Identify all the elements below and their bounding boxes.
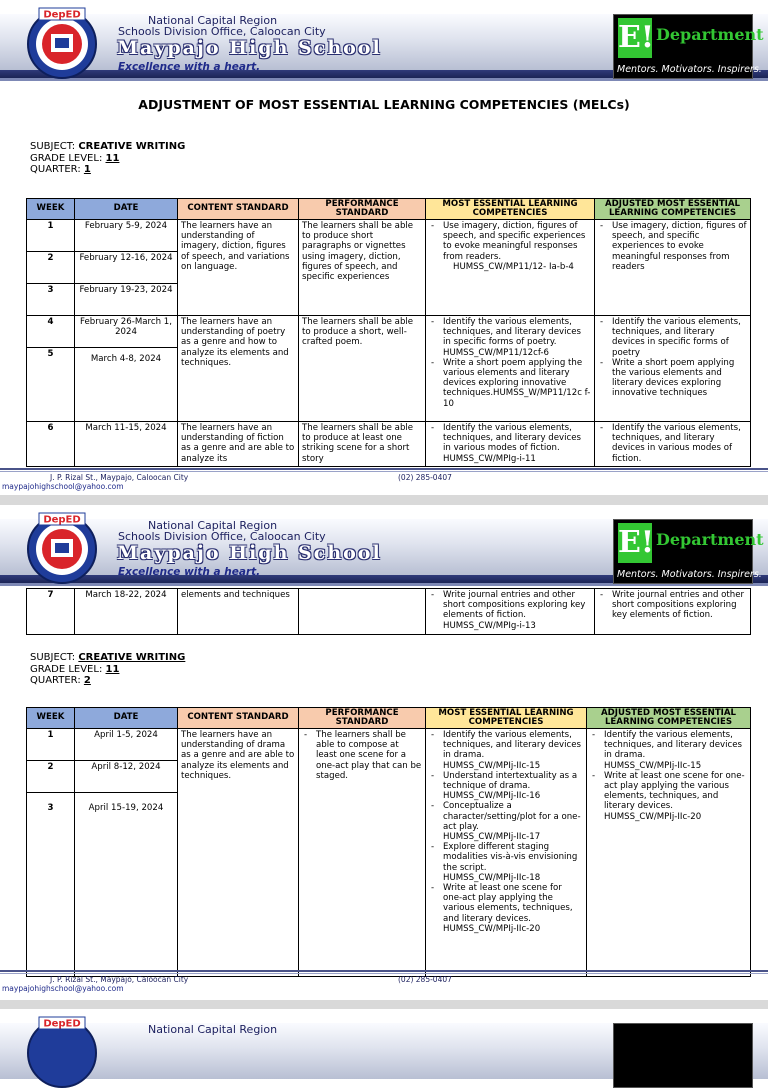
performance-standard-cell: The learners shall be able to produce short paragraphs or vignettes using imagery, diction, figures of speech, and specific experiences — [299, 220, 426, 316]
table-row: 1 February 5-9, 2024 The learners have an understanding of imagery, diction, figures of speech, and variations on language. The learners shall be able to produce short paragraphs or vignettes using imagery, diction, figures of speech, and specific experiences - Use imagery, diction, figures of speech, and specific experiences to evoke meaningful responses from readers. HUMSS_CW/MP11/12- Ia-b-4 - Use imagery, diction, figures of speech, and specific experiences to evoke meaningful responses from readers — [27, 220, 751, 252]
e-department-logo — [613, 519, 764, 584]
col-content-standard: CONTENT STANDARD — [178, 199, 299, 220]
col-adjusted-melc: ADJUSTED MOST ESSENTIAL LEARNING COMPETENCIES — [587, 708, 751, 729]
department-wordmark: Department — [656, 530, 764, 549]
e-department-logo — [613, 1023, 753, 1088]
adjusted-melc-cell: - Write journal entries and other short compositions exploring key elements of fiction. — [595, 589, 751, 635]
table-row: 2 February 12-16, 2024 — [27, 252, 751, 284]
table-row: 3 February 19-23, 2024 — [27, 284, 751, 316]
region-text: National Capital Region — [148, 14, 278, 27]
performance-standard-cell — [299, 589, 426, 635]
region-text: National Capital Region — [148, 519, 278, 532]
col-week: WEEK — [27, 199, 75, 220]
quarter-value: 2 — [83, 675, 91, 686]
subject-value: CREATIVE WRITING — [78, 141, 186, 152]
melc-cell: - Identify the various elements, techniques, and literary devices in specific forms of poetry. HUMSS_CW/MP11/12cf-6 - Write a short poem applying the various elements and literary devices exploring innovative techniques.HUMSS_W/MP11/12c f-10 — [426, 316, 595, 422]
performance-standard-cell: - The learners shall be able to compose at least one scene for a one-act play that can be staged. — [299, 729, 426, 977]
table-row: 5 March 4-8, 2024 — [27, 348, 751, 422]
col-performance-standard: PERFORMANCE STANDARD — [299, 199, 426, 220]
page-footer — [0, 970, 768, 996]
table-row: 7 March 18-22, 2024 elements and techniques - Write journal entries and other short compositions exploring key elements of fiction. HUMSS_CW/MPIg-i-13 - Write journal entries and other short compositions exploring key elements of fiction. — [27, 589, 751, 635]
footer-address: J. P. Rizal St., Maypajo, Caloocan City — [50, 975, 189, 984]
department-motto: Mentors. Motivators. Inspirers. — [617, 64, 762, 75]
page-2 — [0, 505, 768, 1000]
e-department-logo — [613, 14, 764, 79]
adjusted-melc-cell: - Identify the various elements, techniques, and literary devices in various modes of fiction. — [595, 422, 751, 467]
division-text: Schools Division Office, Caloocan City — [118, 530, 326, 543]
table-header-row — [27, 708, 751, 729]
page-3-partial — [0, 1009, 768, 1036]
e-logo-mark: E! — [618, 523, 652, 563]
col-melc: MOST ESSENTIAL LEARNING COMPETENCIES — [426, 199, 595, 220]
col-content-standard: CONTENT STANDARD — [178, 708, 299, 729]
subject-info: SUBJECT: CREATIVE WRITING GRADE LEVEL: 11 QUARTER: 2 — [30, 652, 186, 686]
letterhead — [0, 0, 768, 82]
col-week: WEEK — [27, 708, 75, 729]
col-melc: MOST ESSENTIAL LEARNING COMPETENCIES — [426, 708, 587, 729]
subject-value: CREATIVE WRITING — [78, 652, 186, 663]
deped-seal-logo — [25, 511, 99, 585]
e-logo-mark: E! — [618, 18, 652, 58]
deped-seal-logo — [25, 6, 99, 80]
adjusted-melc-cell: - Use imagery, diction, figures of speech, and specific experiences to evoke meaningful responses from readers — [595, 220, 751, 316]
grade-value: 11 — [105, 663, 120, 675]
performance-standard-cell: The learners shall be able to produce a short, well-crafted poem. — [299, 316, 426, 422]
melc-cell: - Identify the various elements, techniques, and literary devices in drama. HUMSS_CW/MPIj-IIc-15 - Understand intertextuality as a technique of drama. HUMSS_CW/MPIj-IIc-16 - Conceptualize a character/setting/plot for a one-act play. HUMSS_CW/MPIj-IIc-17 - Explore different staging modalities vis-à-vis envisioning the script. HUMSS_CW/MPIj-IIc-18 - Write at least one scene for one-act play applying the various elements, techniques, and literary devices. HUMSS_CW/MPIj-IIc-20 — [426, 729, 587, 977]
table-row: 2 April 8-12, 2024 — [27, 761, 751, 793]
letterhead — [0, 1009, 768, 1091]
quarter-value: 1 — [83, 164, 91, 175]
document-title: ADJUSTMENT OF MOST ESSENTIAL LEARNING COMPETENCIES (MELCs) — [138, 97, 630, 112]
school-name: Maypajo High School — [117, 542, 382, 564]
table-row: 4 February 26-March 1, 2024 The learners have an understanding of poetry as a genre and how to analyze its elements and techniques. The learners shall be able to produce a short, well-crafted poem. - Identify the various elements, techniques, and literary devices in specific forms of poetry. HUMSS_CW/MP11/12cf-6 - Write a short poem applying the various elements and literary devices exploring innovative techniques.HUMSS_W/MP11/12c f-10 - Identify the various elements, techniques, and literary devices in specific forms of poetry - Write a short poem applying the various elements and literary devices exploring innovative techniques — [27, 316, 751, 348]
table-header-row — [27, 199, 751, 220]
melc-table-quarter-2 — [26, 707, 751, 977]
melc-table-quarter-1 — [26, 198, 751, 467]
school-tagline: Excellence with a heart. — [118, 61, 261, 73]
content-standard-cell: elements and techniques — [178, 589, 299, 635]
page-gap — [0, 495, 768, 505]
school-tagline: Excellence with a heart. — [118, 566, 261, 578]
content-standard-cell: The learners have an understanding of fiction as a genre and are able to analyze its — [178, 422, 299, 467]
table-row: 6 March 11-15, 2024 The learners have an understanding of fiction as a genre and are able to analyze its The learners shall be able to produce at least one striking scene for a short story - Identify the various elements, techniques, and literary devices in various modes of fiction. HUMSS_CW/MPIg-i-11 - Identify the various elements, techniques, and literary devices in various modes of fiction. — [27, 422, 751, 467]
col-date: DATE — [75, 708, 178, 729]
content-standard-cell: The learners have an understanding of poetry as a genre and how to analyze its elements and techniques. — [178, 316, 299, 422]
footer-email[interactable]: maypajohighschool@yahoo.com — [2, 482, 124, 491]
table-row: 3 April 15-19, 2024 — [27, 793, 751, 977]
school-name: Maypajo High School — [117, 37, 382, 59]
svg-text:DepED: DepED — [43, 9, 81, 21]
department-motto: Mentors. Motivators. Inspirers. — [617, 569, 762, 580]
page-1 — [0, 0, 768, 495]
table-row: 1 April 1-5, 2024 The learners have an understanding of drama as a genre and are able to analyze its elements and techniques. - The learners shall be able to compose at least one scene for a one-act play that can be staged. - Identify the various elements, techniques, and literary devices in drama. HUMSS_CW/MPIj-IIc-15 - Understand intertextuality as a technique of drama. HUMSS_CW/MPIj-IIc-16 - Conceptualize a character/setting/plot for a one-act play. HUMSS_CW/MPIj-IIc-17 - Explore different staging modalities vis-à-vis envisioning the script. HUMSS_CW/MPIj-IIc-18 - Write at least one scene for one-act play applying the various elements, techniques, and literary devices. HUMSS_CW/MPIj-IIc-20 - Identify the various elements, techniques, and literary devices in drama. HUMSS_CW/MPIj-IIc-15 - Write at least one scene for one-act play applying the various elements, techniques, and literary devices. HUMSS_CW/MPIj-IIc-20 — [27, 729, 751, 761]
page-gap — [0, 1000, 768, 1009]
footer-email[interactable]: maypajohighschool@yahoo.com — [2, 984, 124, 993]
melc-cell: - Write journal entries and other short compositions exploring key elements of fiction. HUMSS_CW/MPIg-i-13 — [426, 589, 595, 635]
letterhead — [0, 505, 768, 587]
melc-cell: - Use imagery, diction, figures of speech, and specific experiences to evoke meaningful responses from readers. HUMSS_CW/MP11/12- Ia-b-4 — [426, 220, 595, 316]
melc-cell: - Identify the various elements, techniques, and literary devices in various modes of fiction. HUMSS_CW/MPIg-i-11 — [426, 422, 595, 467]
performance-standard-cell: The learners shall be able to produce at least one striking scene for a short story — [299, 422, 426, 467]
footer-phone: (02) 285-0407 — [398, 473, 452, 482]
grade-value: 11 — [105, 152, 120, 164]
melc-table-continuation — [26, 588, 751, 635]
footer-phone: (02) 285-0407 — [398, 975, 452, 984]
adjusted-melc-cell: - Identify the various elements, techniques, and literary devices in specific forms of poetry - Write a short poem applying the various elements and literary devices exploring innovative techniques — [595, 316, 751, 422]
adjusted-melc-cell: - Identify the various elements, techniques, and literary devices in drama. HUMSS_CW/MPIj-IIc-15 - Write at least one scene for one-act play applying the various elements, techniques, and literary devices. HUMSS_CW/MPIj-IIc-20 — [587, 729, 751, 977]
col-performance-standard: PERFORMANCE STANDARD — [299, 708, 426, 729]
page-footer — [0, 468, 768, 494]
footer-address: J. P. Rizal St., Maypajo, Caloocan City — [50, 473, 189, 482]
subject-info: SUBJECT: CREATIVE WRITING GRADE LEVEL: 11 QUARTER: 1 — [30, 141, 186, 175]
deped-seal-logo — [25, 1015, 99, 1089]
svg-text:DepED: DepED — [43, 514, 81, 526]
content-standard-cell: The learners have an understanding of drama as a genre and are able to analyze its elements and techniques. — [178, 729, 299, 977]
division-text: Schools Division Office, Caloocan City — [118, 25, 326, 38]
department-wordmark: Department — [656, 25, 764, 44]
content-standard-cell: The learners have an understanding of imagery, diction, figures of speech, and variations on language. — [178, 220, 299, 316]
region-text: National Capital Region — [148, 1023, 278, 1036]
svg-text:DepED: DepED — [43, 1018, 81, 1030]
col-date: DATE — [75, 199, 178, 220]
col-adjusted-melc: ADJUSTED MOST ESSENTIAL LEARNING COMPETENCIES — [595, 199, 751, 220]
